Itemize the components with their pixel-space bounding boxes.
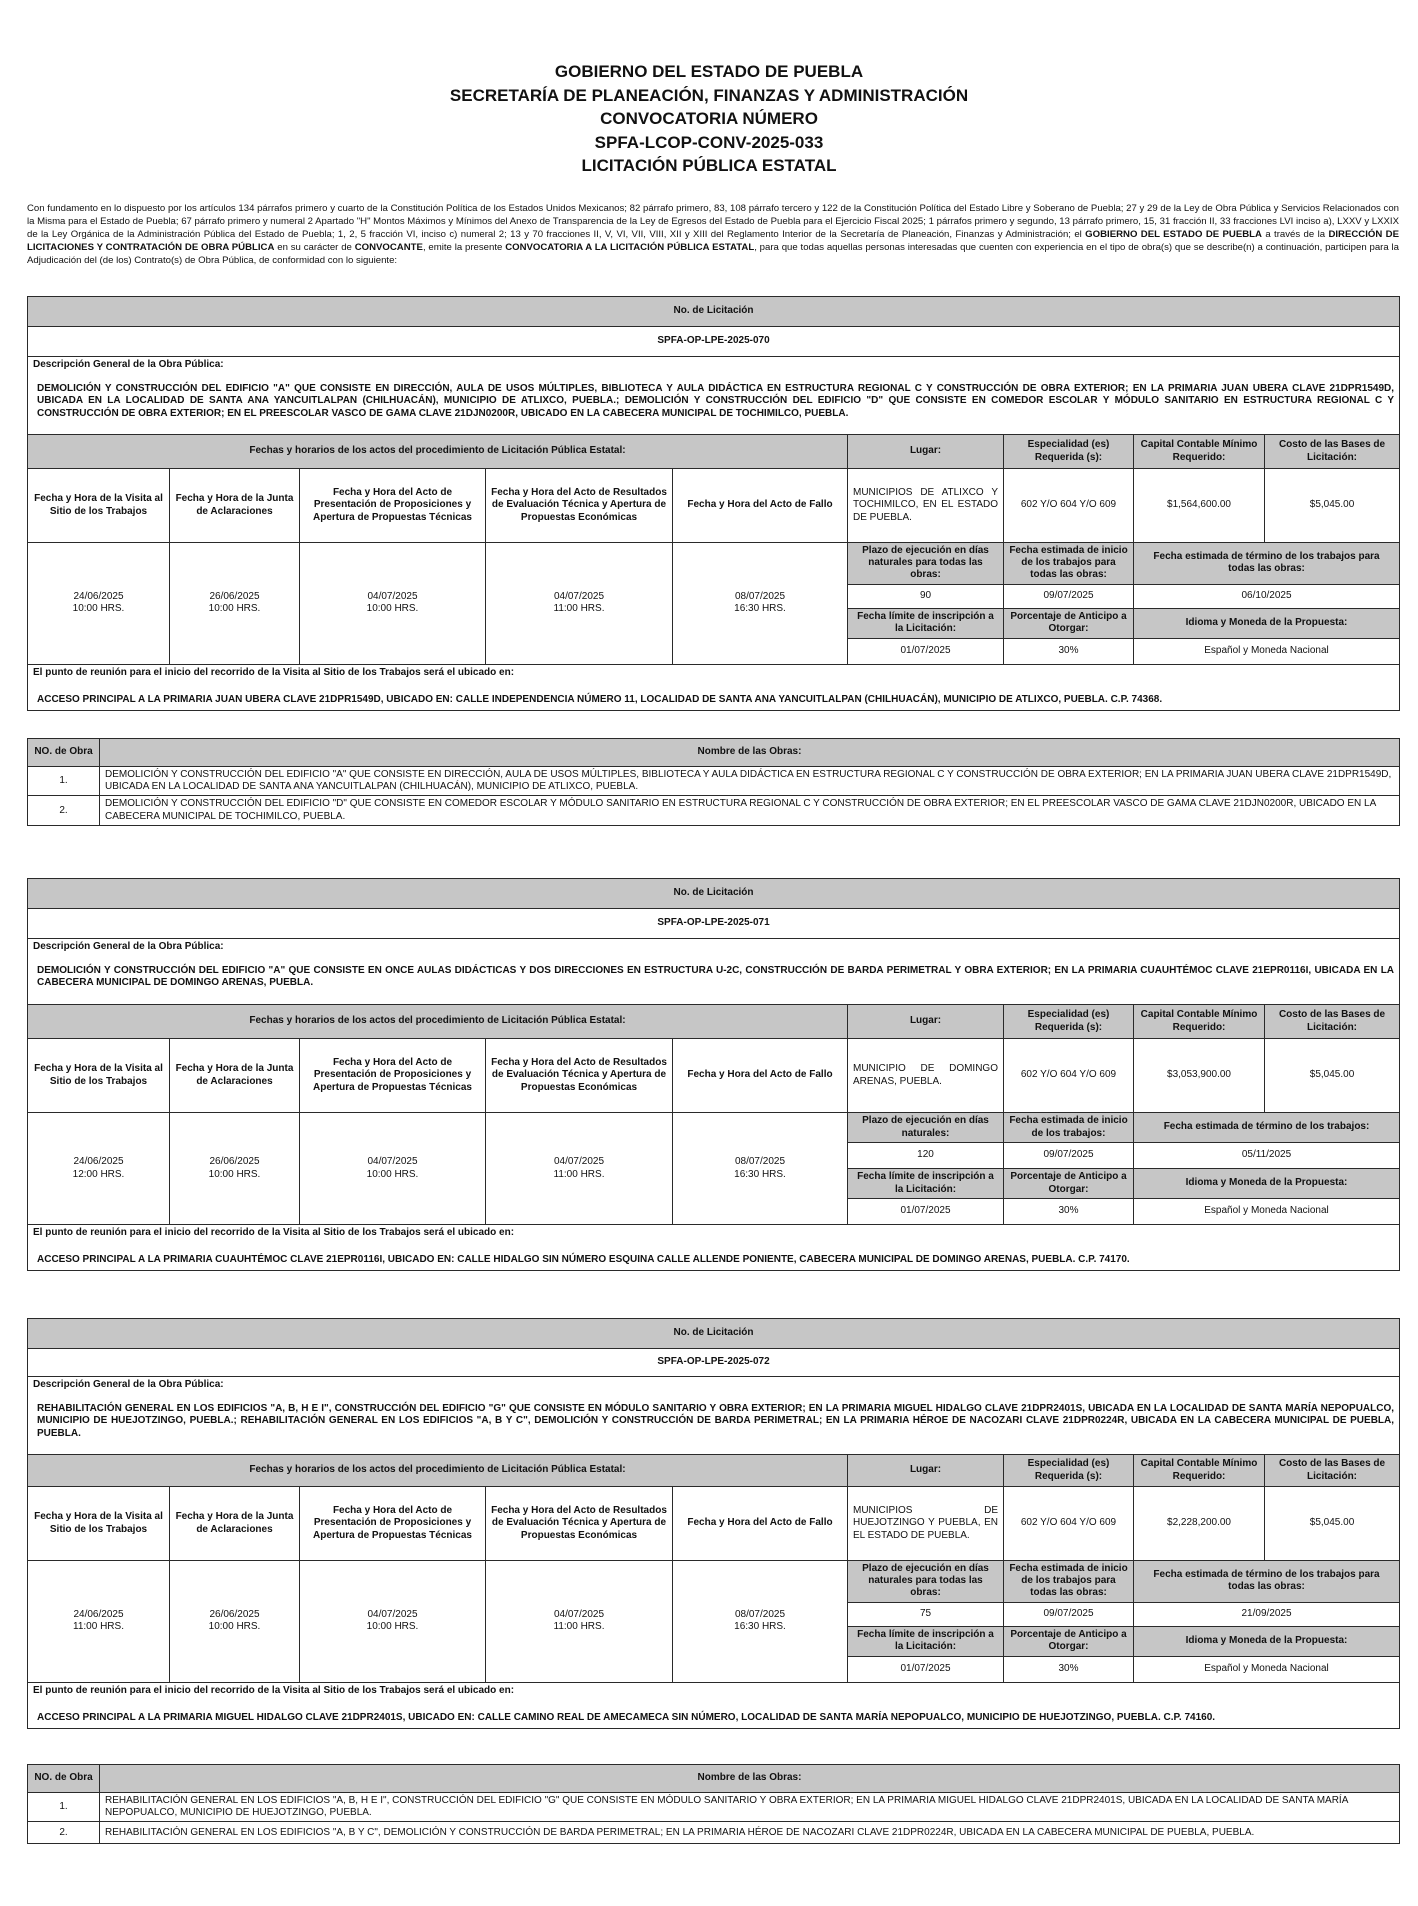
intro-bold-3: CONVOCANTE: [354, 242, 423, 253]
specialty-value: 602 Y/O 604 Y/O 609: [1004, 469, 1134, 543]
capital-value: $3,053,900.00: [1134, 1039, 1265, 1113]
term-label: Plazo de ejecución en días naturales para todas las obras:: [848, 543, 1004, 585]
work-description-label: Descripción General de la Obra Pública:: [33, 941, 224, 952]
meeting-point: ACCESO PRINCIPAL A LA PRIMARIA CUAUHTÉMOC CLAVE 21EPR0116I, UBICADO EN: CALLE HIDALGO SIN NÚMERO ESQUINA CALLE ALLENDE PONIENTE, CABECERA MUNICIPAL DE DOMINGO ARENAS, PUEBLA. C.P. 74170.: [37, 1254, 1130, 1266]
schedule-label: Fechas y horarios de los actos del procedimiento de Licitación Pública Estatal:: [28, 1455, 848, 1487]
proposals-date: 04/07/2025: [367, 591, 418, 603]
start-value: 09/07/2025: [1004, 1602, 1134, 1626]
cost-label: Costo de las Bases de Licitación:: [1265, 1005, 1400, 1039]
deadline-value: 01/07/2025: [848, 1656, 1004, 1682]
work-number: 1.: [28, 767, 100, 796]
proposals-label: Fecha y Hora del Acto de Presentación de Proposiciones y Apertura de Propuestas Técnicas: [300, 1487, 486, 1561]
work-number: 2.: [28, 796, 100, 825]
site-visit-date: 24/06/2025: [73, 1156, 124, 1168]
meeting-point: ACCESO PRINCIPAL A LA PRIMARIA JUAN UBERA CLAVE 21DPR1549D, UBICADO EN: CALLE INDEPENDENCIA NÚMERO 11, LOCALIDAD DE SANTA ANA YANCUITLALPAN (CHILHUACÁN), MUNICIPIO DE ATLIXCO, PUEBLA. C.P. 74368.: [37, 693, 1163, 705]
site-visit-date: 24/06/2025: [73, 591, 124, 603]
ruling-date: 08/07/2025: [734, 591, 786, 603]
ruling-date: 08/07/2025: [734, 1156, 786, 1168]
term-value: 120: [848, 1143, 1004, 1169]
term-value: 90: [848, 584, 1004, 608]
work-names-label: Nombre de las Obras:: [100, 1765, 1400, 1793]
results-value: [486, 543, 673, 665]
language-value: Español y Moneda Nacional: [1134, 1656, 1400, 1682]
tender-number: SPFA-OP-LPE-2025-072: [28, 1349, 1400, 1377]
work-name: REHABILITACIÓN GENERAL EN LOS EDIFICIOS "A, B, H E I", CONSTRUCCIÓN DEL EDIFICIO "G" QUE CONSISTE EN MÓDULO SANITARIO Y OBRA EXTERIOR; EN LA PRIMARIA MIGUEL HIDALGO CLAVE 21DPR2401S, UBICADA EN LA LOCALIDAD DE SANTA MARÍA NEPOPUALCO, MUNICIPIO DE HUEJOTZINGO, PUEBLA.: [100, 1793, 1400, 1822]
end-value: 06/10/2025: [1134, 584, 1400, 608]
meeting-point-label: El punto de reunión para el inicio del recorrido de la Visita al Sitio de los Trabajos será el ubicado en:: [33, 1227, 515, 1238]
clarifications-time: 10:00 HRS.: [208, 1621, 261, 1633]
intro-bold-2: DIRECCIÓN DE LICITACIONES Y CONTRATACIÓN DE OBRA PÚBLICA: [27, 229, 1399, 253]
ruling-time: 16:30 HRS.: [734, 1621, 786, 1633]
results-date: 04/07/2025: [553, 1156, 605, 1168]
start-label: Fecha estimada de inicio de los trabajos para todas las obras:: [1004, 1561, 1134, 1603]
results-value: [486, 1113, 673, 1225]
specialty-label: Especialidad (es) Requerida (s):: [1004, 1455, 1134, 1487]
language-label: Idioma y Moneda de la Propuesta:: [1134, 1169, 1400, 1199]
work-description: REHABILITACIÓN GENERAL EN LOS EDIFICIOS "A, B, H E I", CONSTRUCCIÓN DEL EDIFICIO "G" QUE CONSISTE EN MÓDULO SANITARIO Y OBRA EXTERIOR; EN LA PRIMARIA MIGUEL HIDALGO CLAVE 21DPR2401S, UBICADA EN LA LOCALIDAD DE SANTA MARÍA NEPOPUALCO, MUNICIPIO DE HUEJOTZINGO, PUEBLA.; REHABILITACIÓN GENERAL EN LOS EDIFICIOS "A, B Y C", DEMOLICIÓN Y CONSTRUCCIÓN DE BARDA PERIMETRAL; EN LA PRIMARIA HÉROE DE NACOZARI CLAVE 21DPR0224R, UBICADA EN LA CABECERA MUNICIPAL DE PUEBLA, PUEBLA.: [37, 1403, 1395, 1439]
proposals-time: 10:00 HRS.: [366, 1168, 419, 1180]
header-tender-type: LICITACIÓN PÚBLICA ESTATAL: [581, 156, 837, 175]
ruling-value: [673, 1561, 848, 1683]
results-time: 11:00 HRS.: [553, 1168, 605, 1180]
specialty-value: 602 Y/O 604 Y/O 609: [1004, 1487, 1134, 1561]
work-name: DEMOLICIÓN Y CONSTRUCCIÓN DEL EDIFICIO "A" QUE CONSISTE EN DIRECCIÓN, AULA DE USOS MÚLTIPLES, BIBLIOTECA Y AULA DIDÁCTICA EN ESTRUCTURA REGIONAL C Y CONSTRUCCIÓN DE OBRA EXTERIOR; EN LA PRIMARIA JUAN UBERA CLAVE 21DPR1549D, UBICADA EN LA LOCALIDAD DE SANTA ANA YANCUITLALPAN (CHILHUACÁN), MUNICIPIO DE ATLIXCO, PUEBLA.: [100, 767, 1400, 796]
work-description-cell: [28, 939, 1400, 1005]
advance-value: 30%: [1004, 1199, 1134, 1225]
advance-value: 30%: [1004, 1656, 1134, 1682]
clarifications-date: 26/06/2025: [209, 1609, 260, 1621]
language-value: Español y Moneda Nacional: [1134, 1199, 1400, 1225]
ruling-date: 08/07/2025: [734, 1609, 786, 1621]
site-visit-value: [28, 1561, 170, 1683]
start-label: Fecha estimada de inicio de los trabajos para todas las obras:: [1004, 543, 1134, 585]
proposals-date: 04/07/2025: [367, 1156, 418, 1168]
cost-value: $5,045.00: [1265, 1487, 1400, 1561]
term-value: 75: [848, 1602, 1004, 1626]
intro-text-2: a través de la: [1261, 229, 1329, 240]
language-label: Idioma y Moneda de la Propuesta:: [1134, 1626, 1400, 1656]
site-visit-time: 12:00 HRS.: [72, 1168, 125, 1180]
work-names-label: Nombre de las Obras:: [100, 739, 1400, 767]
tender-number-label: No. de Licitación: [28, 879, 1400, 909]
clarifications-label: Fecha y Hora de la Junta de Aclaraciones: [170, 1039, 300, 1113]
site-visit-time: 11:00 HRS.: [73, 1621, 124, 1633]
end-value: 05/11/2025: [1134, 1143, 1400, 1169]
work-description-label: Descripción General de la Obra Pública:: [33, 1379, 224, 1390]
end-label: Fecha estimada de término de los trabajos:: [1134, 1113, 1400, 1143]
intro-text-1: Con fundamento en lo dispuesto por los artículos 134 párrafos primero y cuarto de la Constitución Política de los Estados Unidos Mexicanos; 82 párrafo primero, 83, 108 párrafo tercero y 122 de la Constitución Política del Estado Libre y Soberano de Puebla; 27 y 29 de la Ley de Obra Pública y Servicios Relacionados con la Misma para el Estado de Puebla; 67 párrafo primero y numeral 2 Apartado "H" Montos Máximos y Mínimos del Anexo de Transparencia de la Ley de Egresos del Estado de Puebla para el Ejercicio Fiscal 2025; 1 párrafos primero y segundo, 13 párrafo primero, 15, 31 fracción II, 33 fracciones LVI inciso a), LXXV y LXXIX de la Ley Orgánica de la Administración Pública del Estado de Puebla; 1, 2, 5 fracción VI, inciso c) numeral 2; 13 y 70 fracciones II, V, VI, VII, VIII, XII y XIII del Reglamento Interior de la Secretaría de Planeación, Finanzas y Administración; el: [27, 203, 1399, 240]
place-value: MUNICIPIOS DE HUEJOTZINGO Y PUEBLA, EN EL ESTADO DE PUEBLA.: [848, 1487, 1004, 1561]
clarifications-label: Fecha y Hora de la Junta de Aclaraciones: [170, 1487, 300, 1561]
intro-bold-1: GOBIERNO DEL ESTADO DE PUEBLA: [1085, 229, 1262, 240]
tender-table-071: [27, 878, 1400, 1271]
results-time: 11:00 HRS.: [553, 603, 605, 615]
proposals-label: Fecha y Hora del Acto de Presentación de Proposiciones y Apertura de Propuestas Técnicas: [300, 1039, 486, 1113]
site-visit-date: 24/06/2025: [73, 1609, 124, 1621]
clarifications-value: [170, 1561, 300, 1683]
start-value: 09/07/2025: [1004, 584, 1134, 608]
site-visit-value: [28, 543, 170, 665]
start-value: 09/07/2025: [1004, 1143, 1134, 1169]
specialty-value: 602 Y/O 604 Y/O 609: [1004, 1039, 1134, 1113]
deadline-value: 01/07/2025: [848, 1199, 1004, 1225]
cost-value: $5,045.00: [1265, 469, 1400, 543]
end-value: 21/09/2025: [1134, 1602, 1400, 1626]
proposals-value: [300, 1113, 486, 1225]
proposals-time: 10:00 HRS.: [366, 603, 419, 615]
header-call-number: SPFA-LCOP-CONV-2025-033: [594, 132, 824, 152]
advance-value: 30%: [1004, 638, 1134, 664]
place-label: Lugar:: [848, 435, 1004, 469]
end-label: Fecha estimada de término de los trabajos para todas las obras:: [1134, 543, 1400, 585]
intro-text-3: en su carácter de: [274, 242, 355, 253]
meeting-point-label: El punto de reunión para el inicio del recorrido de la Visita al Sitio de los Trabajos será el ubicado en:: [33, 1684, 515, 1696]
header-secretariat: SECRETARÍA DE PLANEACIÓN, FINANZAS Y ADMINISTRACIÓN: [449, 85, 969, 105]
clarifications-value: [170, 543, 300, 665]
tender-table-072: [27, 1318, 1400, 1729]
term-label: Plazo de ejecución en días naturales:: [848, 1113, 1004, 1143]
header-government: GOBIERNO DEL ESTADO DE PUEBLA: [554, 62, 864, 81]
intro-text-4: , emite la presente: [422, 242, 506, 253]
clarifications-label: Fecha y Hora de la Junta de Aclaraciones: [170, 469, 300, 543]
clarifications-time: 10:00 HRS.: [208, 603, 261, 615]
clarifications-date: 26/06/2025: [209, 1156, 260, 1168]
meeting-point-cell: [28, 1225, 1400, 1271]
meeting-point-label: El punto de reunión para el inicio del recorrido de la Visita al Sitio de los Trabajos será el ubicado en:: [33, 666, 515, 678]
work-number: 1.: [28, 1793, 100, 1822]
capital-value: $2,228,200.00: [1134, 1487, 1265, 1561]
work-description-label: Descripción General de la Obra Pública:: [33, 359, 224, 370]
work-description: DEMOLICIÓN Y CONSTRUCCIÓN DEL EDIFICIO "A" QUE CONSISTE EN ONCE AULAS DIDÁCTICAS Y DOS DIRECCIONES EN ESTRUCTURA U-2C, CONSTRUCCIÓN DE BARDA PERIMETRAL Y OBRA EXTERIOR; EN LA PRIMARIA CUAUHTÉMOC CLAVE 21EPR0116I, UBICADA EN LA CABECERA MUNICIPAL DE DOMINGO ARENAS, PUEBLA.: [37, 965, 1395, 989]
ruling-time: 16:30 HRS.: [734, 1168, 786, 1180]
start-label: Fecha estimada de inicio de los trabajos:: [1004, 1113, 1134, 1143]
deadline-label: Fecha límite de inscripción a la Licitación:: [848, 1626, 1004, 1656]
tender-number: SPFA-OP-LPE-2025-071: [28, 909, 1400, 939]
site-visit-label: Fecha y Hora de la Visita al Sitio de los Trabajos: [28, 1039, 170, 1113]
cost-label: Costo de las Bases de Licitación:: [1265, 1455, 1400, 1487]
work-name: DEMOLICIÓN Y CONSTRUCCIÓN DEL EDIFICIO "D" QUE CONSISTE EN COMEDOR ESCOLAR Y MÓDULO SANITARIO EN ESTRUCTURA REGIONAL C Y CONSTRUCCIÓN DE OBRA EXTERIOR; EN EL PREESCOLAR VASCO DE GAMA CLAVE 21DJN0200R, UBICADO EN LA CABECERA MUNICIPAL DE TOCHIMILCO, PUEBLA.: [100, 796, 1400, 825]
results-label: Fecha y Hora del Acto de Resultados de Evaluación Técnica y Apertura de Propuestas Económicas: [486, 469, 673, 543]
ruling-time: 16:30 HRS.: [734, 603, 786, 615]
results-value: [486, 1561, 673, 1683]
place-value: MUNICIPIOS DE ATLIXCO Y TOCHIMILCO, EN EL ESTADO DE PUEBLA.: [848, 469, 1004, 543]
work-description-cell: [28, 357, 1400, 435]
intro-text-5: , para que todas aquellas personas interesadas que cuenten con experiencia en el tipo de obra(s) que se describe(n) a continuación, participen para la Adjudicación del (de los) Contrato(s) de Obra Pública, de conformidad con lo siguiente:: [27, 242, 1399, 266]
work-number-label: NO. de Obra: [28, 1765, 100, 1793]
advance-label: Porcentaje de Anticipo a Otorgar:: [1004, 608, 1134, 638]
tender-number: SPFA-OP-LPE-2025-070: [28, 327, 1400, 357]
ruling-label: Fecha y Hora del Acto de Fallo: [673, 1039, 848, 1113]
place-label: Lugar:: [848, 1455, 1004, 1487]
capital-label: Capital Contable Mínimo Requerido:: [1134, 1455, 1265, 1487]
language-label: Idioma y Moneda de la Propuesta:: [1134, 608, 1400, 638]
meeting-point-cell: [28, 664, 1400, 710]
advance-label: Porcentaje de Anticipo a Otorgar:: [1004, 1626, 1134, 1656]
ruling-value: [673, 1113, 848, 1225]
works-table-070: [27, 738, 1400, 826]
work-number: 2.: [28, 1822, 100, 1844]
results-time: 11:00 HRS.: [553, 1621, 605, 1633]
results-date: 04/07/2025: [553, 1609, 605, 1621]
place-label: Lugar:: [848, 1005, 1004, 1039]
proposals-value: [300, 543, 486, 665]
specialty-label: Especialidad (es) Requerida (s):: [1004, 435, 1134, 469]
term-label: Plazo de ejecución en días naturales para todas las obras:: [848, 1561, 1004, 1603]
tender-number-label: No. de Licitación: [28, 297, 1400, 327]
meeting-point: ACCESO PRINCIPAL A LA PRIMARIA MIGUEL HIDALGO CLAVE 21DPR2401S, UBICADO EN: CALLE CAMINO REAL DE AMECAMECA SIN NÚMERO, LOCALIDAD DE SANTA MARÍA NEPOPUALCO, MUNICIPIO DE HUEJOTZINGO, PUEBLA. C.P. 74160.: [37, 1711, 1216, 1723]
site-visit-label: Fecha y Hora de la Visita al Sitio de los Trabajos: [28, 469, 170, 543]
tender-number-label: No. de Licitación: [28, 1319, 1400, 1349]
capital-label: Capital Contable Mínimo Requerido:: [1134, 1005, 1265, 1039]
clarifications-date: 26/06/2025: [209, 591, 260, 603]
end-label: Fecha estimada de término de los trabajos para todas las obras:: [1134, 1561, 1400, 1603]
site-visit-time: 10:00 HRS.: [72, 603, 125, 615]
ruling-label: Fecha y Hora del Acto de Fallo: [673, 469, 848, 543]
deadline-label: Fecha límite de inscripción a la Licitación:: [848, 1169, 1004, 1199]
site-visit-label: Fecha y Hora de la Visita al Sitio de los Trabajos: [28, 1487, 170, 1561]
header-call-label: CONVOCATORIA NÚMERO: [600, 109, 818, 128]
capital-label: Capital Contable Mínimo Requerido:: [1134, 435, 1265, 469]
place-value: MUNICIPIO DE DOMINGO ARENAS, PUEBLA.: [848, 1039, 1004, 1113]
deadline-value: 01/07/2025: [848, 638, 1004, 664]
schedule-label: Fechas y horarios de los actos del procedimiento de Licitación Pública Estatal:: [28, 1005, 848, 1039]
intro-paragraph: [27, 202, 1399, 267]
work-description: DEMOLICIÓN Y CONSTRUCCIÓN DEL EDIFICIO "A" QUE CONSISTE EN DIRECCIÓN, AULA DE USOS MÚLTIPLES, BIBLIOTECA Y AULA DIDÁCTICA EN ESTRUCTURA REGIONAL C Y CONSTRUCCIÓN DE OBRA EXTERIOR; EN LA PRIMARIA JUAN UBERA CLAVE 21DPR1549D, UBICADA EN LA LOCALIDAD DE SANTA ANA YANCUITLALPAN (CHILHUACÁN), MUNICIPIO DE ATLIXCO, PUEBLA.; DEMOLICIÓN Y CONSTRUCCIÓN DEL EDIFICIO "D" QUE CONSISTE EN COMEDOR ESCOLAR Y MÓDULO SANITARIO EN ESTRUCTURA REGIONAL C Y CONSTRUCCIÓN DE OBRA EXTERIOR; EN EL PREESCOLAR VASCO DE GAMA CLAVE 21DJN0200R, UBICADO EN LA CABECERA MUNICIPAL DE TOCHIMILCO, PUEBLA.: [37, 383, 1395, 419]
proposals-time: 10:00 HRS.: [366, 1621, 419, 1633]
advance-label: Porcentaje de Anticipo a Otorgar:: [1004, 1169, 1134, 1199]
schedule-label: Fechas y horarios de los actos del procedimiento de Licitación Pública Estatal:: [28, 435, 848, 469]
proposals-label: Fecha y Hora del Acto de Presentación de Proposiciones y Apertura de Propuestas Técnicas: [300, 469, 486, 543]
works-table-072: [27, 1764, 1400, 1844]
results-date: 04/07/2025: [553, 591, 605, 603]
cost-value: $5,045.00: [1265, 1039, 1400, 1113]
cost-label: Costo de las Bases de Licitación:: [1265, 435, 1400, 469]
work-number-label: NO. de Obra: [28, 739, 100, 767]
ruling-label: Fecha y Hora del Acto de Fallo: [673, 1487, 848, 1561]
work-description-cell: [28, 1377, 1400, 1455]
clarifications-time: 10:00 HRS.: [208, 1168, 261, 1180]
capital-value: $1,564,600.00: [1134, 469, 1265, 543]
ruling-value: [673, 543, 848, 665]
language-value: Español y Moneda Nacional: [1134, 638, 1400, 664]
proposals-value: [300, 1561, 486, 1683]
deadline-label: Fecha límite de inscripción a la Licitación:: [848, 608, 1004, 638]
results-label: Fecha y Hora del Acto de Resultados de Evaluación Técnica y Apertura de Propuestas Económicas: [486, 1039, 673, 1113]
proposals-date: 04/07/2025: [367, 1609, 418, 1621]
clarifications-value: [170, 1113, 300, 1225]
site-visit-value: [28, 1113, 170, 1225]
intro-bold-4: CONVOCATORIA A LA LICITACIÓN PÚBLICA ESTATAL: [505, 242, 755, 253]
document-header: [0, 60, 1418, 178]
meeting-point-cell: [28, 1682, 1400, 1728]
tender-table-070: [27, 296, 1400, 711]
results-label: Fecha y Hora del Acto de Resultados de Evaluación Técnica y Apertura de Propuestas Económicas: [486, 1487, 673, 1561]
specialty-label: Especialidad (es) Requerida (s):: [1004, 1005, 1134, 1039]
work-name: REHABILITACIÓN GENERAL EN LOS EDIFICIOS "A, B Y C", DEMOLICIÓN Y CONSTRUCCIÓN DE BARDA PERIMETRAL; EN LA PRIMARIA HÉROE DE NACOZARI CLAVE 21DPR0224R, UBICADA EN LA CABECERA MUNICIPAL DE PUEBLA, PUEBLA.: [100, 1822, 1400, 1844]
